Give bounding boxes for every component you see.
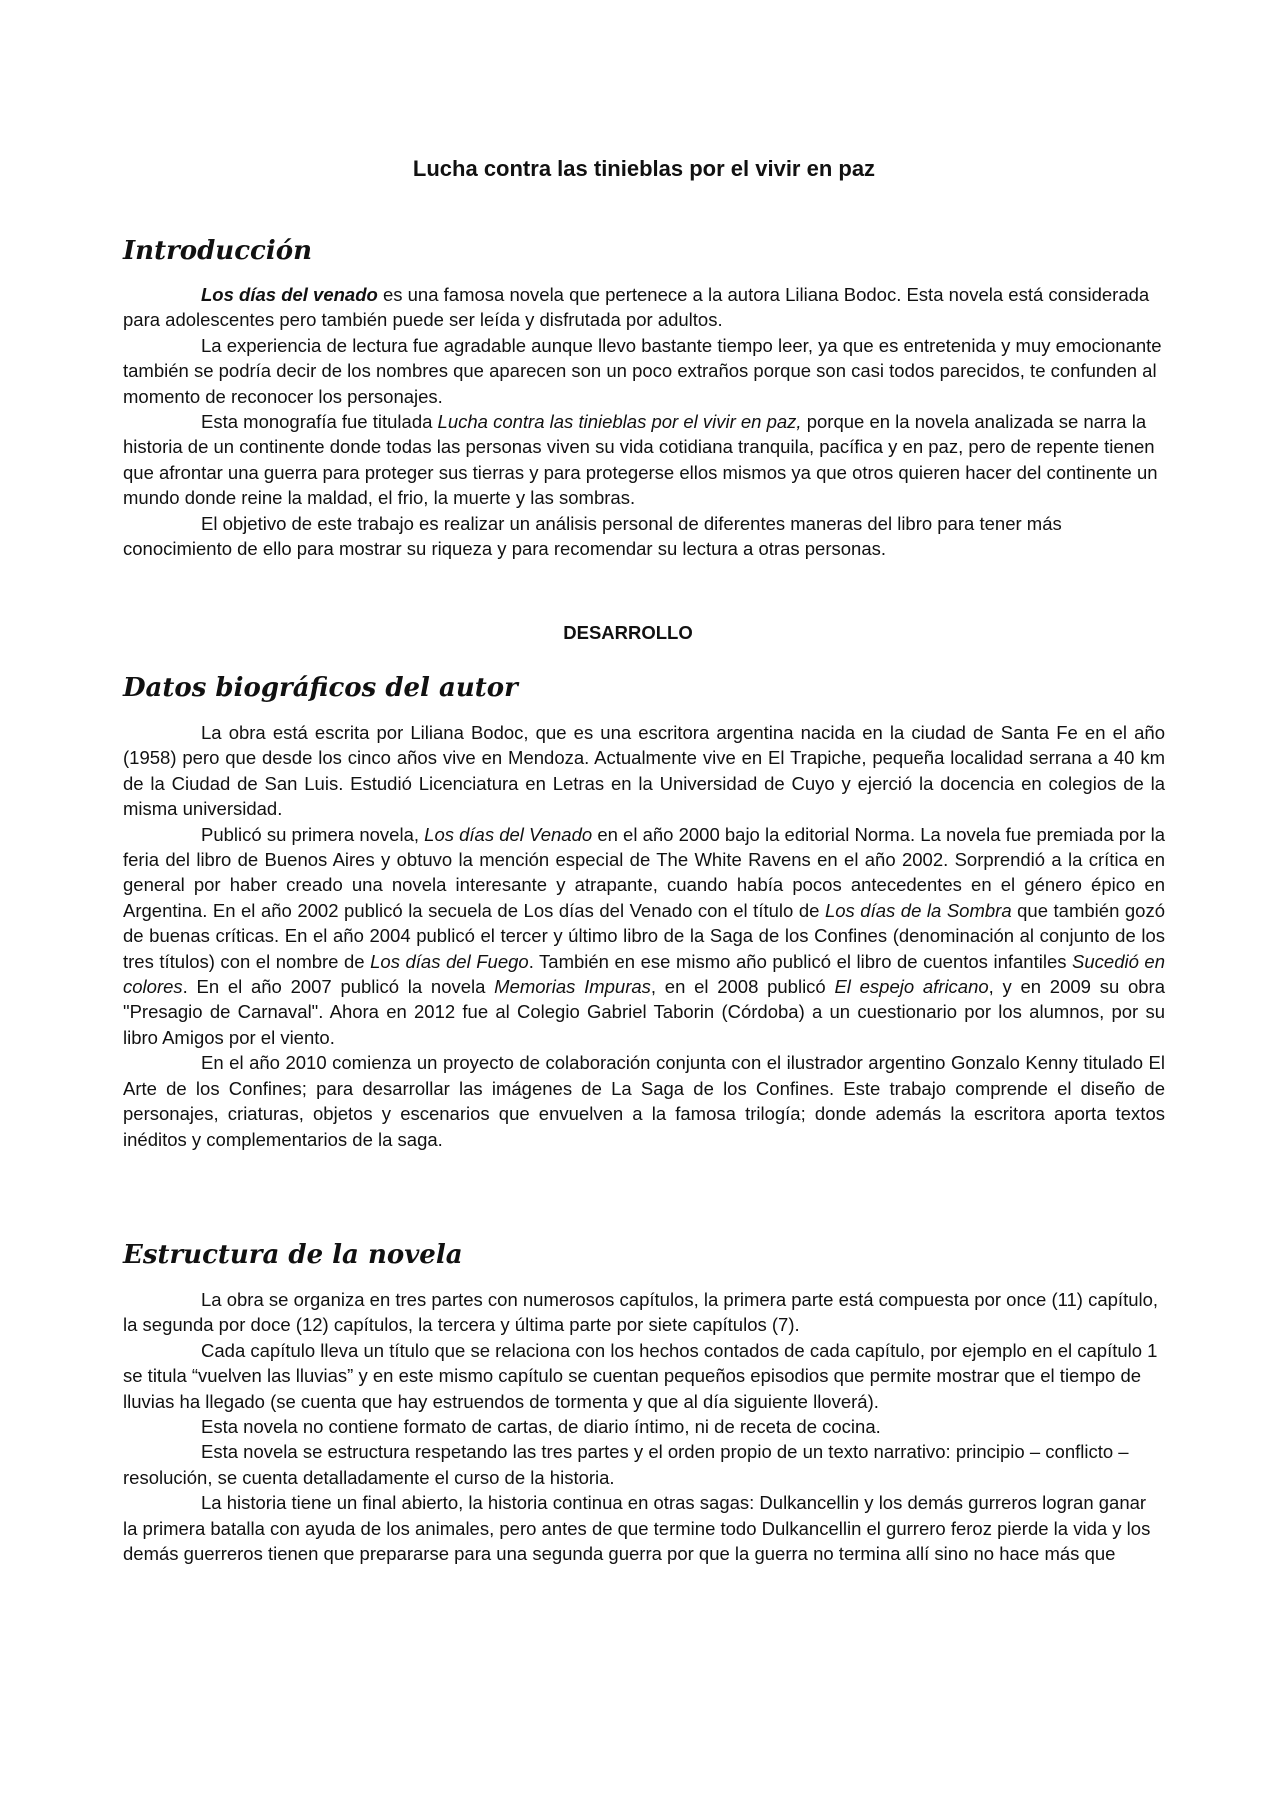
text-run: que también gozó de buenas críticas. En el año 2004 publicó el tercer y último libro de la Saga de los Confines (denominación al conjunto de los tres títulos) con el nombre de (123, 899, 1165, 972)
introduccion-paragraph-3-rest: porque en la novela analizada se narra la historia de un continente donde todas las personas viven su vida cotidiana tranquila, pacífica y en paz, pero de repente tienen que afrontar una guerra para proteger sus tierras y para protegerse ellos mismos ya que otros quieren hacer del continente un mundo donde reine la maldad, el frio, la muerte y las sombras. (123, 411, 1158, 509)
text-run: , en el 2008 publicó (650, 976, 835, 998)
biografia-paragraph-2 (123, 822, 1165, 1051)
book-title-italic: Sucedió en colores (123, 950, 1166, 998)
estructura-body (123, 1287, 1165, 1566)
novel-title-emphasis: Los días del venado (201, 284, 378, 305)
biografia-paragraph-1: La obra está escrita por Liliana Bodoc, que es una escritora argentina nacida en la ciudad de Santa Fe en el año (1958) pero que desde los cinco años vive en Mendoza. Actualmente vive en El Trapiche, pequeña localidad serrana a 40 km de la Ciudad de San Luis. Estudió Licenciatura en Letras en la Universidad de Cuyo y ejerció la docencia en colegios de la misma universidad. (123, 722, 1165, 820)
text-run: . También en ese mismo año publicó el libro de cuentos infantiles (528, 950, 1073, 972)
estructura-paragraph-2: Cada capítulo lleva un título que se relaciona con los hechos contados de cada capítulo, por ejemplo en el capítulo 1 se titula “vuelven las lluvias” y en este mismo capítulo se cuentan pequeños episodios que permite mostrar que el tiempo de lluvias ha llegado (se cuenta que hay estruendos de tormenta y que al día siguiente lloverá). (123, 1339, 1158, 1412)
book-title-italic: Los días del Fuego (370, 950, 529, 972)
document-page (123, 0, 1165, 1811)
biografia-body (123, 720, 1165, 1152)
introduccion-paragraph-1-text: es una famosa novela que pertenece a la autora Liliana Bodoc. Esta novela está considerada para adolescentes pero también puede ser leída y disfrutada por adultos. (123, 284, 1150, 331)
book-title-italic: Los días del Venado (424, 823, 593, 845)
heading-datos-biograficos: Datos biográficos del autor (123, 673, 518, 703)
document-title: Lucha contra las tinieblas por el vivir en paz (412, 156, 876, 181)
text-run: en el año 2000 bajo la editorial Norma. La novela fue premiada por la feria del libro de Buenos Aires y obtuvo la mención especial de The White Ravens en el año 2002. Sorprendió a la crítica en general por haber creado una novela interesante y atrapante, cuando había pocos antecedentes en el género épico en Argentina. En el año 2002 publicó la secuela de Los días del Venado con el título de (123, 823, 1166, 921)
monograph-title-emphasis: Lucha contra las tinieblas por el vivir en paz, (437, 411, 802, 433)
biografia-paragraph-3: En el año 2010 comienza un proyecto de colaboración conjunta con el ilustrador argentino Gonzalo Kenny titulado El Arte de los Confines; para desarrollar las imágenes de La Saga de los Confines. Este trabajo comprende el diseño de personajes, criaturas, objetos y escenarios que envuelven a la famosa trilogía; donde además la escritora aporta textos inéditos y complementarios de la saga. (123, 1052, 1165, 1150)
text-run: Publicó su primera novela, (201, 823, 425, 845)
text-run: . En el año 2007 publicó la novela (182, 976, 495, 998)
estructura-paragraph-5: La historia tiene un final abierto, la historia continua en otras sagas: Dulkancellin y los demás gurreros logran ganar la primera batalla con ayuda de los animales, pero antes de que termine todo Dulkancellin el gurrero feroz pierde la vida y los demás guerreros tienen que prepararse para una segunda guerra por que la guerra no termina allí sino no hace más que (123, 1492, 1151, 1565)
introduccion-paragraph-3 (123, 409, 1165, 511)
estructura-paragraph-4: Esta novela se estructura respetando las tres partes y el orden propio de un texto narrativo: principio – conflicto – resolución, se cuenta detalladamente el curso de la historia. (123, 1441, 1129, 1488)
heading-introduccion: Introducción (123, 236, 312, 266)
text-run: , y en 2009 su obra "Presagio de Carnaval". Ahora en 2012 fue al Colegio Gabriel Taborin (Córdoba) a un cuestionario por los alumnos, por su libro Amigos por el viento. (123, 976, 1165, 1048)
introduccion-paragraph-1 (123, 282, 1165, 333)
estructura-paragraph-1: La obra se organiza en tres partes con numerosos capítulos, la primera parte está compuesta por once (11) capítulo, la segunda por doce (12) capítulos, la tercera y última parte por siete capítulos (7). (123, 1289, 1159, 1336)
heading-desarrollo: DESARROLLO (563, 622, 693, 643)
introduccion-body (123, 282, 1165, 561)
introduccion-paragraph-2: La experiencia de lectura fue agradable aunque llevo bastante tiempo leer, ya que es entretenida y muy emocionante también se podría decir de los nombres que aparecen son un poco extraños porque son casi todos parecidos, te confunden al momento de reconocer los personajes. (123, 334, 1162, 407)
book-title-italic: Memorias Impuras (494, 976, 651, 998)
book-title-italic: El espejo africano (834, 976, 989, 998)
book-title-italic: Los días de la Sombra (824, 899, 1012, 921)
introduccion-paragraph-3-lead: Esta monografía fue titulada (201, 411, 438, 433)
heading-estructura: Estructura de la novela (123, 1240, 463, 1270)
estructura-paragraph-3: Esta novela no contiene formato de cartas, de diario íntimo, ni de receta de cocina. (201, 1416, 881, 1438)
introduccion-paragraph-4: El objetivo de este trabajo es realizar un análisis personal de diferentes maneras del libro para tener más conocimiento de ello para mostrar su riqueza y para recomendar su lectura a otras personas. (123, 512, 1062, 560)
